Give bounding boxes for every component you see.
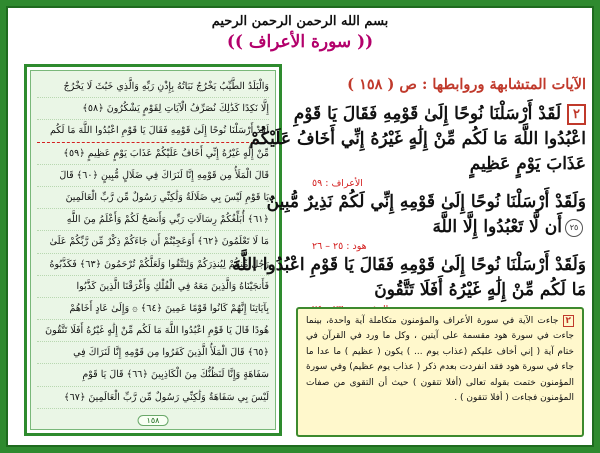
header: [8, 8, 592, 66]
mushaf-line: قَالَ الْمَلَأُ مِن قَوْمِهِ إِنَّا لَنَرَاكَ فِي ضَلَالٍ مُّبِينٍ ﴿٦٠﴾ قَالَ: [37, 165, 269, 187]
page-number: ١٥٨: [138, 415, 169, 426]
mushaf-line: لَيْسَ بِي سَفَاهَةٌ وَلَٰكِنِّي رَسُولٌ مِّن رَّبِّ الْعَالَمِينَ ﴿٦٧﴾: [37, 387, 269, 409]
similar-verses-section: [232, 72, 586, 302]
verse-line: [292, 215, 586, 240]
mushaf-line: مَا لَا تَعْلَمُونَ ﴿٦٢﴾ أَوَعَجِبْتُمْ أَن جَاءَكُمْ ذِكْرٌ مِّن رَّبِّكُمْ عَلَىٰ: [37, 231, 269, 253]
note-text: جاءت الآية في سورة الأعراف والمؤمنون متكاملة آية واحدة، بينما جاءت في سورة هود مقسمة على آيتين ، وكل ما ورد في القرآن في ختام آية ( إني أخاف عليكم (عذاب يوم ... ) يكون ( عظيم ) ما عدا ما جاء في سورة هود فقد انفردت بعدم ذكر ( عذاب يوم عظيم) وفي سورة المؤمنون ختمت بقوله تعالى (أفلا تتقون ) حيث أن التقوى من صفات المؤمنون فجاءت ( أفلا تتقون ) .: [306, 316, 574, 404]
page-frame: [6, 6, 594, 447]
verse-line: اعْبُدُوا اللَّهَ مَا لَكُم مِّنْ إِلَٰهٍ غَيْرُهُ إِنِّي أَخَافُ عَلَيْكُمْ: [249, 129, 586, 149]
mushaf-line: مِّنْ إِلَٰهٍ غَيْرُهُ إِنِّي أَخَافُ عَلَيْكُمْ عَذَابَ يَوْمٍ عَظِيمٍ ﴿٥٩﴾: [37, 143, 269, 165]
mushaf-line: سَفَاهَةٍ وَإِنَّا لَنَظُنُّكَ مِنَ الْكَاذِبِينَ ﴿٦٦﴾ قَالَ يَا قَوْمِ: [37, 364, 269, 386]
verse-line: مَا لَكُم مِّنْ إِلَٰهٍ غَيْرُهُ أَفَلَا تَتَّقُونَ: [374, 280, 586, 300]
mushaf-line: هُودًا قَالَ يَا قَوْمِ اعْبُدُوا اللَّهَ مَا لَكُم مِّنْ إِلَٰهٍ غَيْرُهُ أَفَلَا تَتَّقُونَ: [37, 320, 269, 342]
ayah-marker: ٢٥: [565, 219, 583, 237]
mushaf-line: ﴿٦٥﴾ قَالَ الْمَلَأُ الَّذِينَ كَفَرُوا مِن قَوْمِهِ إِنَّا لَنَرَاكَ فِي: [37, 342, 269, 364]
explanation-note: [296, 307, 584, 437]
verse-line: [292, 102, 586, 127]
mushaf-line: ﴿٦١﴾ أُبَلِّغُكُمْ رِسَالَاتِ رَبِّي وَأَنصَحُ لَكُمْ وَأَعْلَمُ مِنَ اللَّهِ: [37, 209, 269, 231]
note-number-badge: ٢: [563, 315, 575, 327]
verse-line: وَلَقَدْ أَرْسَلْنَا نُوحًا إِلَىٰ قَوْمِهِ إِنِّي لَكُمْ نَذِيرٌ مُّبِينٌ: [266, 192, 586, 212]
basmala: بسم الله الرحمن الرحمن الرحيم: [211, 14, 389, 29]
surah-title: (( سورة الأعراف )): [226, 32, 374, 52]
mushaf-line: بِآيَاتِنَا إِنَّهُمْ كَانُوا قَوْمًا عَمِينَ ﴿٦٤﴾ ۞ وَإِلَىٰ عَادٍ أَخَاهُمْ: [37, 298, 269, 320]
mushaf-line: يَا قَوْمِ لَيْسَ بِي ضَلَالَةٌ وَلَٰكِنِّي رَسُولٌ مِّن رَّبِّ الْعَالَمِينَ: [37, 187, 269, 209]
section-title: الآيات المتشابهة وروابطها : ص ( ١٥٨ ): [347, 76, 586, 93]
verse-line: عَذَابَ يَوْمٍ عَظِيمٍ: [469, 154, 586, 174]
verse-text: أَن لَّا تَعْبُدُوا إِلَّا اللَّهَ: [432, 217, 562, 237]
mushaf-text-area: [30, 70, 276, 430]
mushaf-line: رَجُلٍ مِّنكُمْ لِيُنذِرَكُمْ وَلِتَتَّقُوا وَلَعَلَّكُمْ تُرْحَمُونَ ﴿٦٣﴾ فَكَذَّبُوهُ: [37, 254, 269, 276]
verse-reference: هود : ٢٥ – ٢٦: [312, 241, 367, 252]
mushaf-line: فَأَنجَيْنَاهُ وَالَّذِينَ مَعَهُ فِي الْفُلْكِ وَأَغْرَقْنَا الَّذِينَ كَذَّبُوا: [37, 276, 269, 298]
verse-reference: الأعراف : ٥٩: [312, 178, 363, 189]
mushaf-line-highlighted: لَقَدْ أَرْسَلْنَا نُوحًا إِلَىٰ قَوْمِهِ فَقَالَ يَا قَوْمِ اعْبُدُوا اللَّهَ مَا لَكُم: [37, 120, 269, 142]
verse-number-badge: ٢: [567, 104, 586, 125]
verse-line: وَلَقَدْ أَرْسَلْنَا نُوحًا إِلَىٰ قَوْمِهِ فَقَالَ يَا قَوْمِ اعْبُدُوا اللَّهَ: [232, 255, 586, 275]
verses-box: [232, 102, 586, 316]
verse-text: لَقَدْ أَرْسَلْنَا نُوحًا إِلَىٰ قَوْمِهِ فَقَالَ يَا قَوْمِ: [293, 104, 562, 124]
mushaf-page: [24, 64, 282, 436]
mushaf-line: وَالْبَلَدُ الطَّيِّبُ يَخْرُجُ نَبَاتُهُ بِإِذْنِ رَبِّهِ وَالَّذِي خَبُثَ لَا يَخْرُجُ: [37, 76, 269, 98]
mushaf-line: إِلَّا نَكِدًا كَذَٰلِكَ نُصَرِّفُ الْآيَاتِ لِقَوْمٍ يَشْكُرُونَ ﴿٥٨﴾: [37, 98, 269, 120]
